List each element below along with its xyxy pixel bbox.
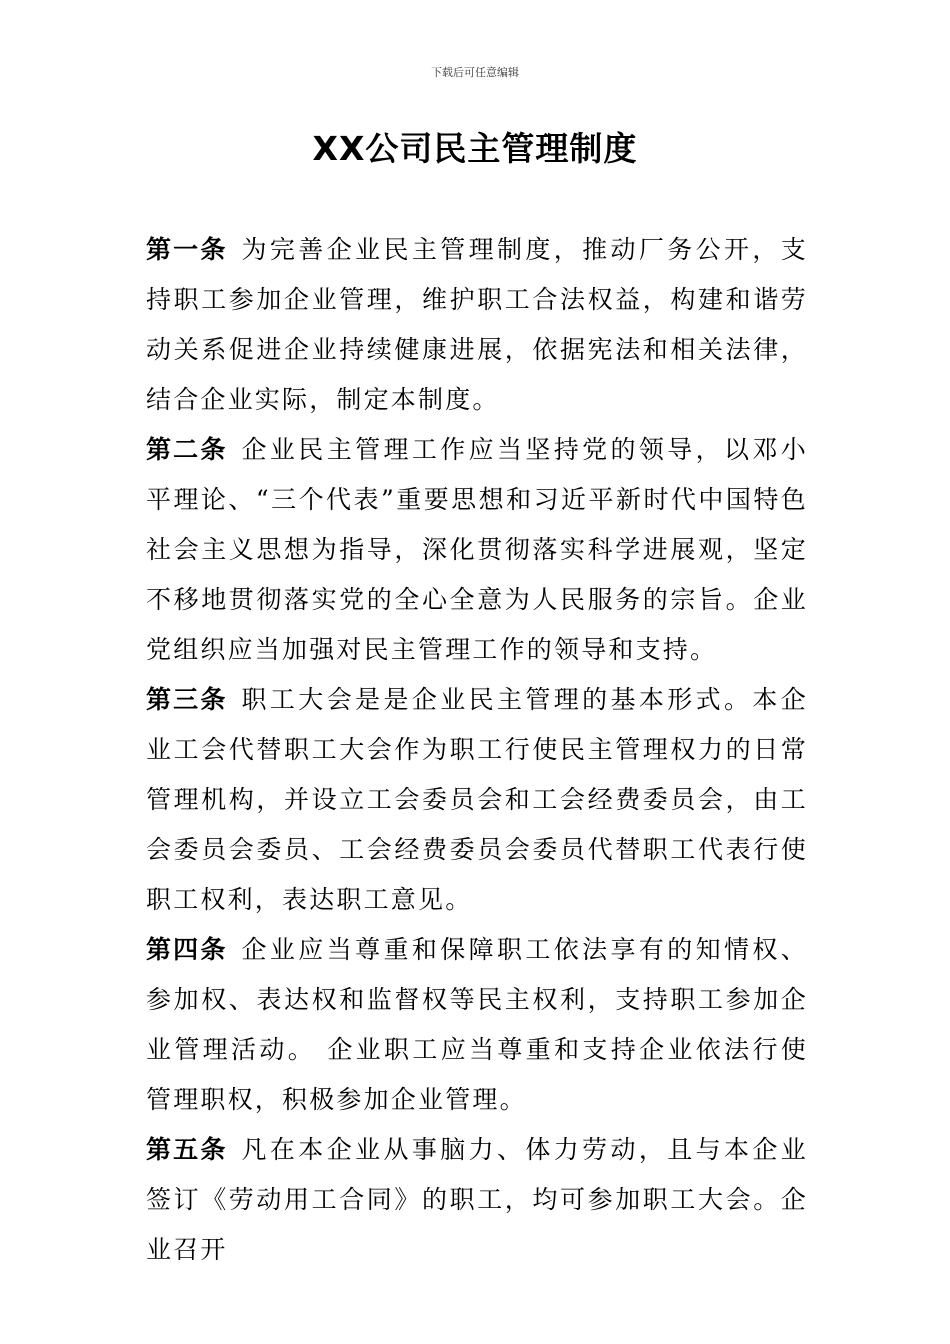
article-5 bbox=[146, 1125, 808, 1275]
article-3 bbox=[146, 675, 808, 925]
article-4 bbox=[146, 925, 808, 1125]
article-label: 第一条 bbox=[146, 235, 228, 264]
article-2 bbox=[146, 425, 808, 675]
document-body bbox=[146, 225, 808, 1275]
article-1 bbox=[146, 225, 808, 425]
document-title: XX公司民主管理制度 bbox=[312, 129, 638, 168]
article-label: 第四条 bbox=[146, 935, 228, 964]
article-text: 企业民主管理工作应当坚持党的领导，以邓小平理论、“三个代表”重要思想和习近平新时代中国特色社会主义思想为指导，深化贯彻落实科学进展观，坚定不移地贯彻落实党的全心全意为人民服务的宗旨。企业党组织应当加强对民主管理工作的领导和支持。 bbox=[146, 435, 808, 664]
article-label: 第五条 bbox=[146, 1135, 228, 1164]
article-text: 企业应当尊重和保障职工依法享有的知情权、参加权、表达权和监督权等民主权利，支持职工参加企业管理活动。 企业职工应当尊重和支持企业依法行使管理职权，积极参加企业管理。 bbox=[146, 935, 808, 1114]
article-text: 职工大会是是企业民主管理的基本形式。本企业工会代替职工大会作为职工行使民主管理权力的日常管理机构，并设立工会委员会和工会经费委员会，由工会委员会委员、工会经费委员会委员代替职工代表行使职工权利，表达职工意见。 bbox=[146, 685, 808, 914]
header-note: 下载后可任意编辑 bbox=[431, 66, 519, 79]
article-text: 为完善企业民主管理制度，推动厂务公开，支持职工参加企业管理，维护职工合法权益，构建和谐劳动关系促进企业持续健康进展，依据宪法和相关法律，结合企业实际，制定本制度。 bbox=[146, 235, 808, 414]
article-text: 凡在本企业从事脑力、体力劳动，且与本企业签订《劳动用工合同》的职工，均可参加职工大会。企业召开 bbox=[146, 1135, 808, 1264]
article-label: 第三条 bbox=[146, 685, 228, 714]
article-label: 第二条 bbox=[146, 435, 228, 464]
